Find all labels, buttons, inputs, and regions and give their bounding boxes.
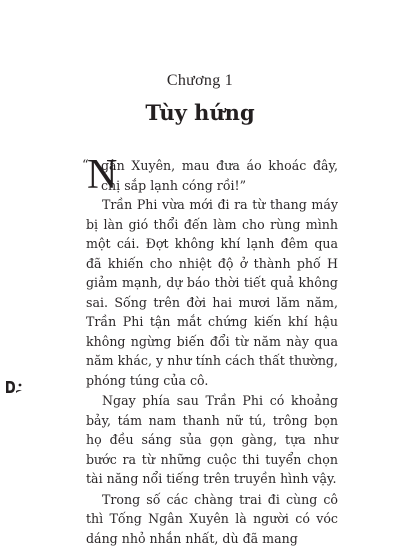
drop-cap-letter: N <box>87 155 117 195</box>
paragraph-4: Trong số các chàng trai đi cùng cô thì Tống Ngân Xuyên là người có vóc dáng nhỏ nhắn nhất, dù đã mang <box>86 490 338 548</box>
paragraph-3: Ngay phía sau Trần Phi có khoảng bảy, tám nam thanh nữ tú, trông bọn họ đều sáng sủa gọn gàng, tựa như bước ra từ những cuộc thi tuyển chọn tài năng nổi tiếng trên truyền hình vậy. <box>86 391 338 489</box>
publisher-logo-icon <box>4 378 24 396</box>
paragraph-1 <box>86 156 338 195</box>
chapter-label: Chương 1 <box>0 72 400 90</box>
paragraph-1-text: gân Xuyên, mau đưa áo khoác đây, chị sắp lạnh cóng rồi!” <box>101 156 338 195</box>
paragraph-2: Trần Phi vừa mới đi ra từ thang máy bị làn gió thổi đến làm cho rùng mình một cái. Đợt không khí lạnh đêm qua đã khiến cho nhiệt độ ở thành phố H giảm mạnh, dự báo thời tiết quả không sai. Sống trên đời hai mươi lăm năm, Trần Phi tận mắt chứng kiến khí hậu không ngừng biến đổi từ năm này qua năm khác, y như tính cách thất thường, phóng túng của cô. <box>86 195 338 390</box>
opening-quote-mark: “ <box>82 156 89 176</box>
chapter-body <box>86 156 338 548</box>
chapter-title: Tùy hứng <box>0 100 400 125</box>
